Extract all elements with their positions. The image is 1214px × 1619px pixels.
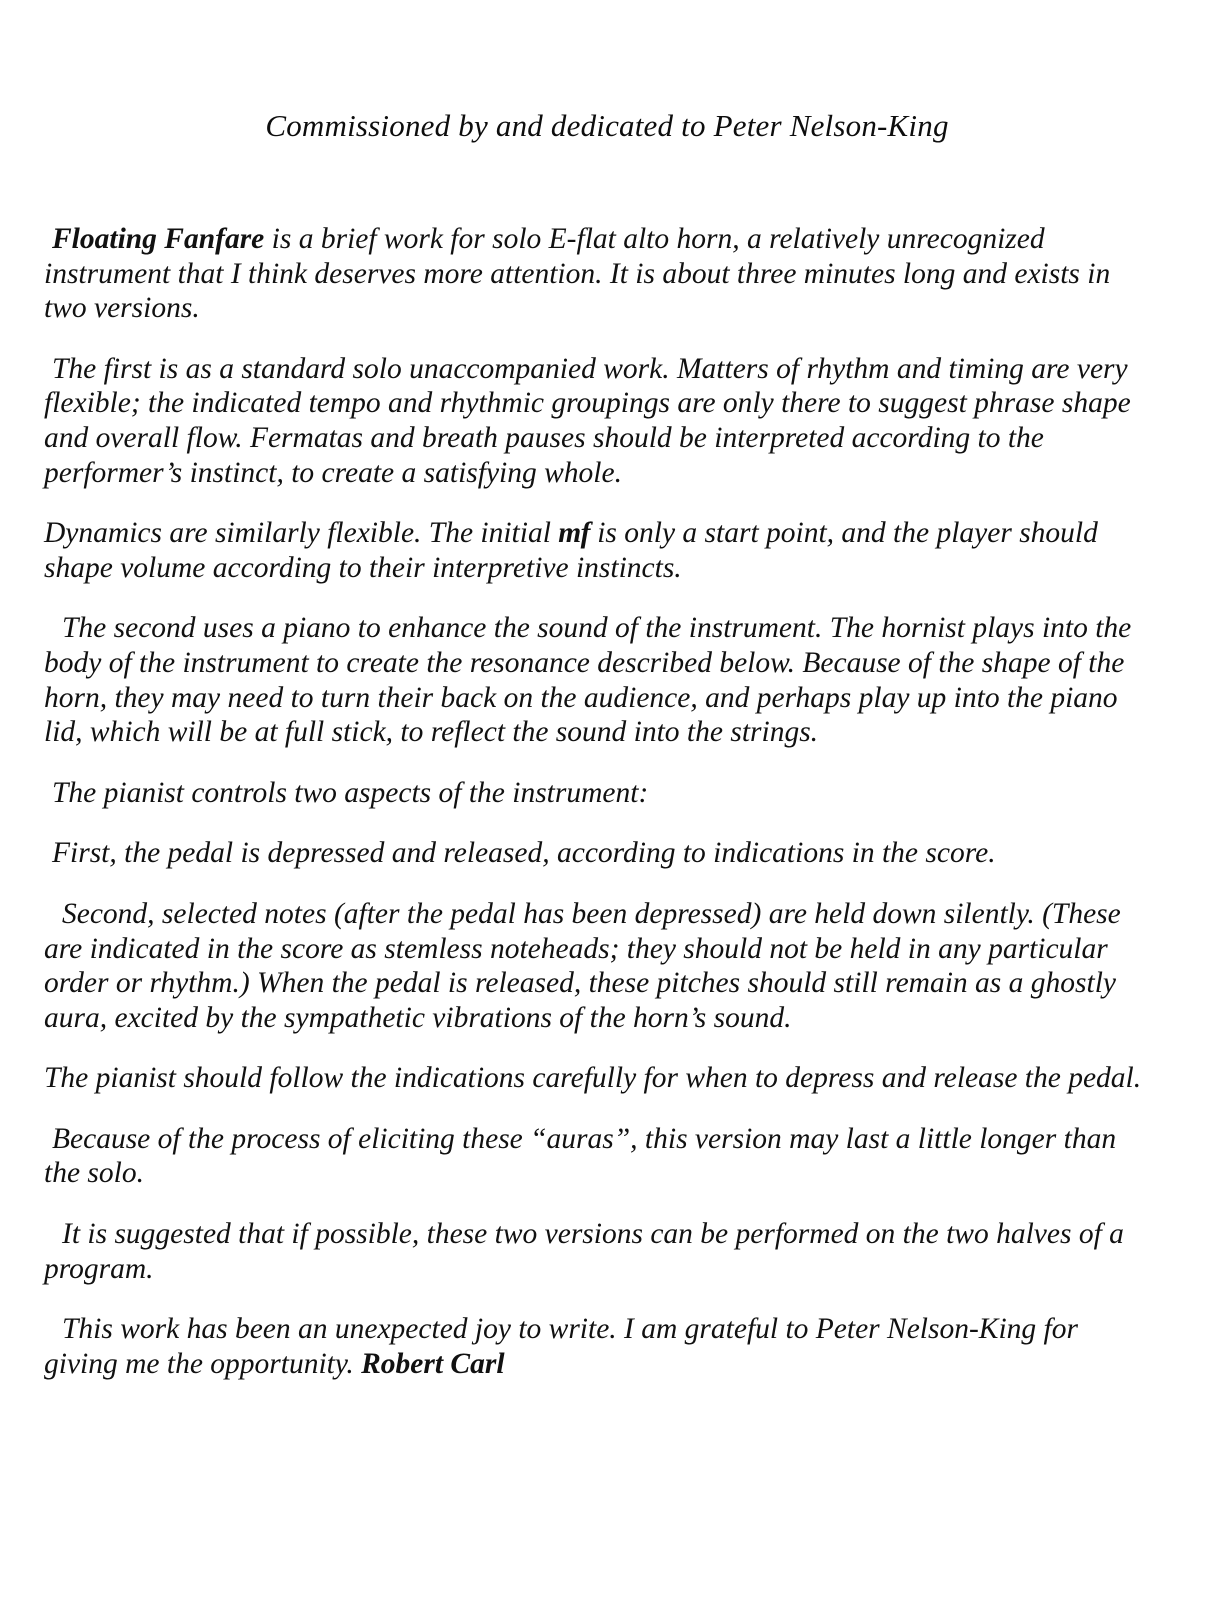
paragraph-pedal-first: First, the pedal is depressed and released, according to indications in the score. bbox=[52, 837, 996, 870]
paragraph-closing-text: This work has been an unexpected joy to write. I am grateful to Peter Nelson-King for giving me the opportunity. bbox=[44, 1313, 1078, 1380]
dynamic-marking-mf: mf bbox=[558, 517, 590, 550]
program-note-body bbox=[44, 222, 1156, 1399]
paragraph-intro-text: is a brief work for solo E-flat alto horn, a relatively unrecognized instrument that I think deserves more attention. It is about three minutes long and exists in two versions. bbox=[44, 223, 1111, 325]
paragraph-intro bbox=[44, 222, 1156, 326]
work-title: Floating Fanfare bbox=[52, 223, 265, 255]
dedication-heading: Commissioned by and dedicated to Peter Nelson-King bbox=[265, 108, 949, 143]
paragraph-silent-notes: Second, selected notes (after the pedal has been depressed) are held down silently. (These are indicated in the score as stemless noteheads; they should not be held in any particular order or rhythm.) When the pedal is released, these pitches should still remain as a ghostly aura, excited by the sympathetic vibrations of the horn’s sound. bbox=[44, 897, 1121, 1034]
paragraph-dynamics bbox=[44, 516, 1156, 585]
paragraph-dynamics-lead: Dynamics are similarly flexible. The initial bbox=[44, 517, 559, 550]
paragraph-dynamics-tail: is only a start point, and the player should shape volume according to their interpretive instincts. bbox=[44, 517, 1098, 584]
paragraph-closing bbox=[44, 1312, 1156, 1381]
composer-signature: Robert Carl bbox=[361, 1347, 505, 1380]
paragraph-auras-duration: Because of the process of eliciting these “auras”, this version may last a little longer than the solo. bbox=[44, 1122, 1117, 1190]
paragraph-pianist-controls: The pianist controls two aspects of the instrument: bbox=[52, 776, 649, 809]
paragraph-first-version: The first is as a standard solo unaccompanied work. Matters of rhythm and timing are very flexible; the indicated tempo and rhythmic groupings are only there to suggest phrase shape and overall flow. Fermatas and breath pauses should be interpreted according to the performer’s instinct, to create a satisfying whole. bbox=[44, 352, 1131, 489]
paragraph-second-version: The second uses a piano to enhance the sound of the instrument. The hornist plays into the body of the instrument to create the resonance described below. Because of the shape of the horn, they may need to turn their back on the audience, and perhaps play up into the piano lid, which will be at full stick, to reflect the sound into the strings. bbox=[44, 612, 1132, 749]
paragraph-pedal-guidance: The pianist should follow the indications carefully for when to depress and release the pedal. bbox=[44, 1062, 1142, 1095]
paragraph-programming-suggestion: It is suggested that if possible, these two versions can be performed on the two halves of a program. bbox=[44, 1218, 1124, 1285]
